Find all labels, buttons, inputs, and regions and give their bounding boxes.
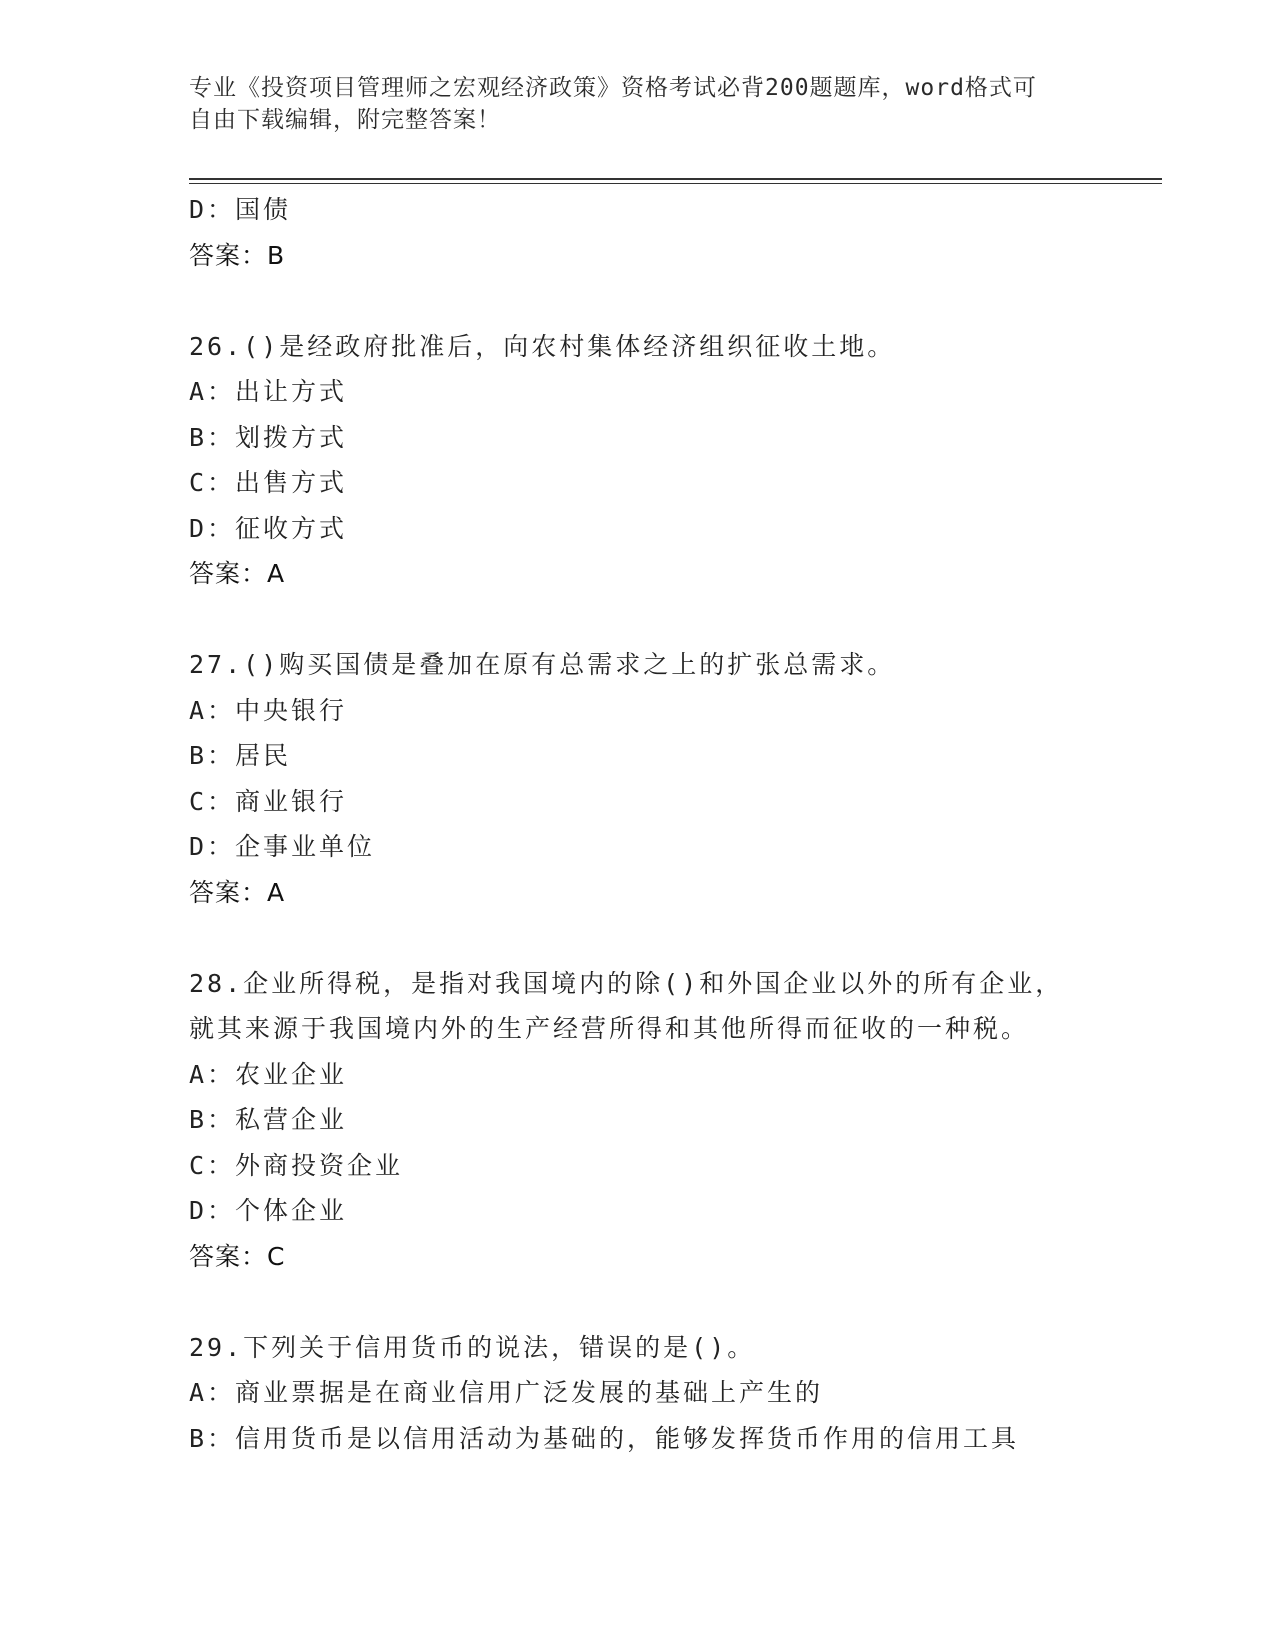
question-28 xyxy=(189,961,1089,1280)
option-d: D：征收方式 xyxy=(189,513,348,543)
spacer xyxy=(189,1279,1089,1325)
spacer xyxy=(189,278,1089,324)
option-c: C：商业银行 xyxy=(189,786,348,816)
option-a: A：农业企业 xyxy=(189,1059,348,1089)
question-26 xyxy=(189,324,1089,597)
answer-line: 答案：A xyxy=(189,877,286,907)
option-a: A：出让方式 xyxy=(189,377,348,406)
spacer xyxy=(189,915,1089,961)
question-27 xyxy=(189,642,1089,915)
question-list xyxy=(189,187,1089,1461)
option-d: D：企事业单位 xyxy=(189,832,376,861)
question-stem: 29.下列关于信用货币的说法，错误的是()。 xyxy=(189,1332,756,1362)
option-d: D：国债 xyxy=(189,195,292,224)
answer-line: 答案：A xyxy=(189,559,286,588)
question-stem: 27.()购买国债是叠加在原有总需求之上的扩张总需求。 xyxy=(189,650,896,679)
option-c: C：出售方式 xyxy=(189,468,348,497)
header-title-line-1: 专业《投资项目管理师之宏观经济政策》资格考试必背200题题库，word格式可 xyxy=(189,75,1037,101)
question-stem-line-2: 就其来源于我国境内外的生产经营所得和其他所得而征收的一种税。 xyxy=(189,1014,1030,1043)
option-b: B：居民 xyxy=(189,741,292,770)
option-a: A：中央银行 xyxy=(189,695,348,725)
header-title-line-2: 自由下载编辑，附完整答案！ xyxy=(189,107,501,133)
option-b: B：划拨方式 xyxy=(189,422,348,452)
header-divider xyxy=(189,178,1162,184)
question-stem-line-1: 28.企业所得税，是指对我国境内的除()和外国企业以外的所有企业， xyxy=(189,968,1064,998)
document-header xyxy=(189,72,1089,136)
option-d: D：个体企业 xyxy=(189,1196,348,1225)
option-a: A：商业票据是在商业信用广泛发展的基础上产生的 xyxy=(189,1378,824,1407)
answer-line: 答案：B xyxy=(189,240,286,270)
option-b: B：私营企业 xyxy=(189,1105,348,1134)
question-stem: 26.()是经政府批准后，向农村集体经济组织征收土地。 xyxy=(189,331,896,361)
option-c: C：外商投资企业 xyxy=(189,1150,404,1180)
question-29 xyxy=(189,1325,1089,1462)
answer-line: 答案：C xyxy=(189,1241,286,1271)
spacer xyxy=(189,597,1089,643)
option-b: B：信用货币是以信用活动为基础的，能够发挥货币作用的信用工具 xyxy=(189,1423,1020,1453)
